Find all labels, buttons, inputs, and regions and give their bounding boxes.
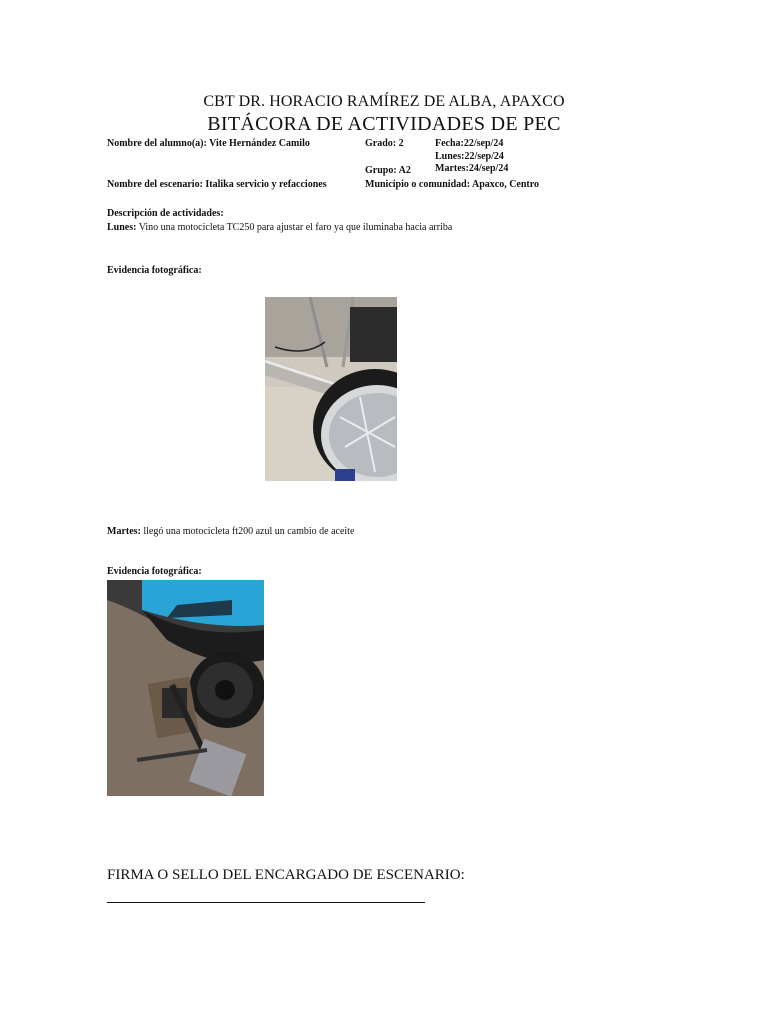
monday-label: Lunes: bbox=[107, 222, 137, 233]
tuesday-activity bbox=[107, 526, 354, 537]
municipality: Municipio o comunidad: Apaxco, Centro bbox=[365, 179, 539, 190]
evidence-label-1: Evidencia fotográfica: bbox=[107, 265, 202, 276]
school-name: CBT DR. HORACIO RAMÍREZ DE ALBA, APAXCO bbox=[203, 93, 565, 110]
headlight-photo bbox=[265, 297, 397, 481]
scenario-name: Nombre del escenario: Italika servicio y refacciones bbox=[107, 179, 327, 190]
signature-label: FIRMA O SELLO DEL ENCARGADO DE ESCENARIO: bbox=[107, 867, 465, 883]
date: Fecha:22/sep/24 bbox=[435, 138, 504, 149]
signature-line bbox=[107, 902, 425, 903]
evidence-label-2: Evidencia fotográfica: bbox=[107, 566, 202, 577]
tuesday-date: Martes:24/sep/24 bbox=[435, 163, 509, 174]
student-name: Nombre del alumno(a): Vite Hernández Camilo bbox=[107, 138, 310, 149]
monday-activity bbox=[107, 222, 452, 233]
page-title: BITÁCORA DE ACTIVIDADES DE PEC bbox=[207, 113, 561, 135]
tuesday-text: llegó una motocicleta ft200 azul un cambio de aceite bbox=[140, 526, 355, 537]
activities-heading: Descripción de actividades: bbox=[107, 208, 224, 219]
motorcycle-engine-photo bbox=[107, 580, 264, 796]
tuesday-label: Martes: bbox=[107, 526, 141, 537]
monday-date: Lunes:22/sep/24 bbox=[435, 151, 504, 162]
grade: Grado: 2 bbox=[365, 138, 404, 149]
group: Grupo: A2 bbox=[365, 165, 411, 176]
monday-text: Vino una motocicleta TC250 para ajustar el faro ya que iluminaba hacia arriba bbox=[136, 222, 453, 233]
